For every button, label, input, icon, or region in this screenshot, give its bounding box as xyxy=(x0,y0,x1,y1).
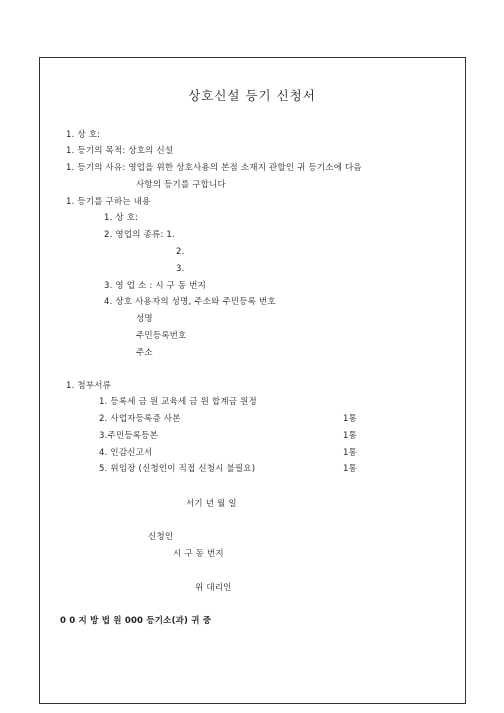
attachment-power-of-attorney-count: 1통 xyxy=(343,464,358,474)
addressee-footer: 0 0 지 방 법 원 000 등기소(과) 귀 중 xyxy=(60,616,212,626)
date-line: 서기 년 월 일 xyxy=(186,499,237,509)
content-user-resident-number: 주민등록번호 xyxy=(136,331,187,341)
registration-reason-line: 1. 등기의 사유: 영업을 위한 상호사용의 본점 소재지 관할인 귀 등기소에 다음 xyxy=(66,163,362,173)
content-user-name: 성명 xyxy=(136,314,153,324)
applicant-label: 신청인 xyxy=(148,532,174,542)
content-business-type-2: 2. xyxy=(176,247,185,257)
content-business-office: 3. 영 업 소 : 시 구 동 번지 xyxy=(104,281,207,291)
attachment-seal-report-count: 1통 xyxy=(343,448,358,458)
content-user-info: 4. 상호 사용자의 성명, 주소와 주민등록 번호 xyxy=(104,297,276,307)
attachments-head: 1. 첨부서류 xyxy=(66,381,112,391)
trade-name-line: 1. 상 호: xyxy=(66,130,101,140)
registration-reason-cont: 사항의 등기를 구합니다 xyxy=(136,180,226,190)
requested-content-head: 1. 등기를 구하는 내용 xyxy=(66,197,151,207)
agent-label: 위 대리인 xyxy=(195,583,232,593)
content-trade-name: 1. 상 호: xyxy=(104,213,139,223)
attachment-business-registration-count: 1통 xyxy=(343,414,358,424)
document-title: 상호신설 등기 신청서 xyxy=(188,88,316,103)
registration-purpose-line: 1. 등기의 목적: 상호의 신설 xyxy=(66,146,174,156)
attachment-resident-register-count: 1통 xyxy=(343,431,358,441)
attachment-seal-report: 4. 인감신고서 xyxy=(99,448,153,458)
attachment-business-registration: 2. 사업자등록증 사본 xyxy=(99,414,181,424)
content-business-type: 2. 영업의 종류: 1. xyxy=(104,230,175,240)
content-business-type-3: 3. xyxy=(176,264,185,274)
attachment-power-of-attorney: 5. 위임장 (신청인이 직접 신청시 불필요) xyxy=(99,464,256,474)
applicant-address: 시 구 동 번지 xyxy=(173,549,224,559)
attachment-fees: 1. 등록세 금 원 교육세 금 원 합계금 원정 xyxy=(99,397,257,407)
content-user-address: 주소 xyxy=(136,348,153,358)
attachment-resident-register: 3.주민등록등본 xyxy=(99,431,158,441)
